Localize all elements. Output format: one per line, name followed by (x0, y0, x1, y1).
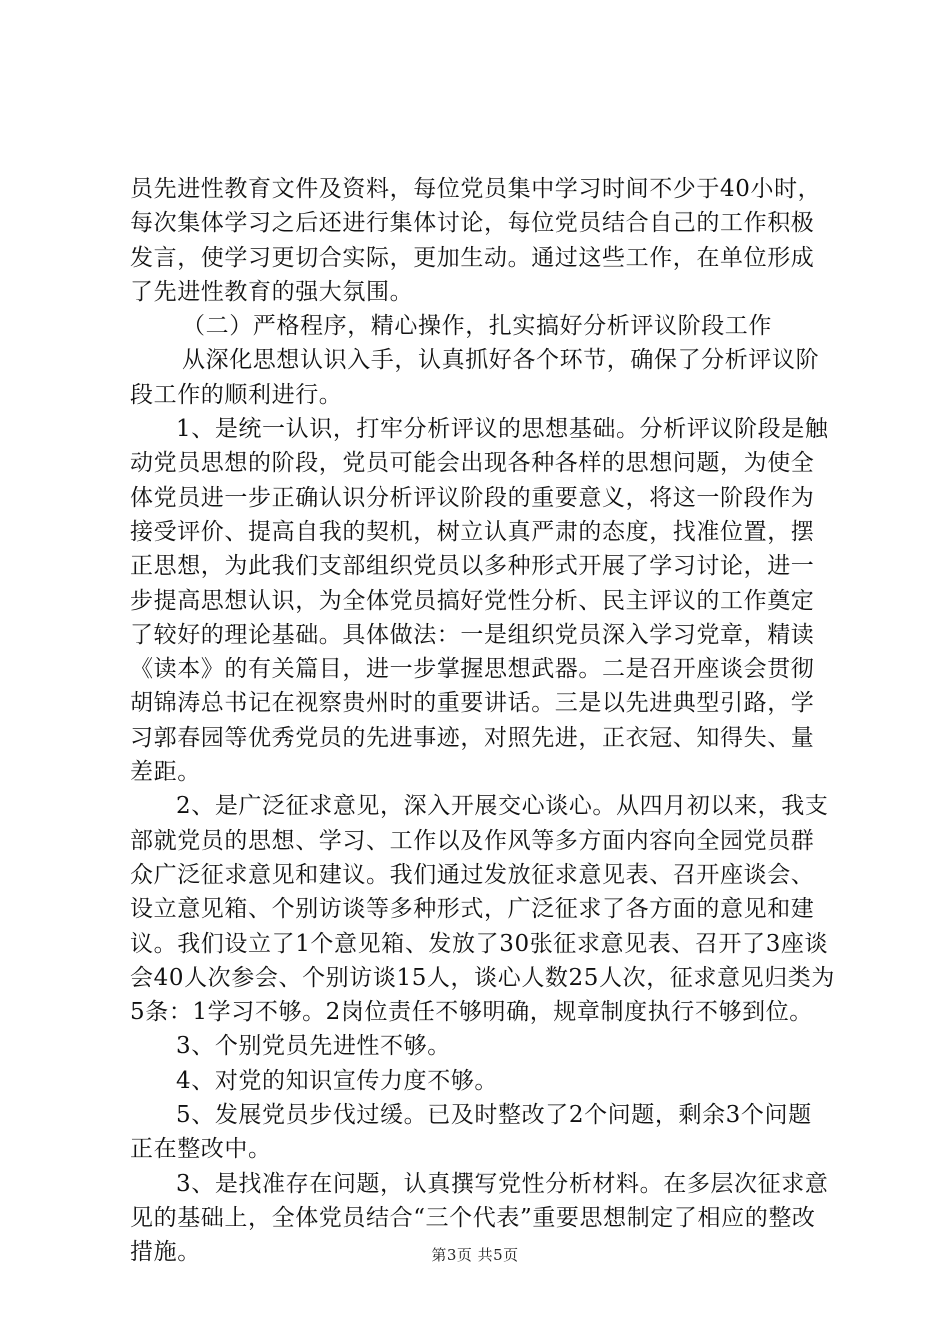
paragraph-item-2: 2、是广泛征求意见，深入开展交心谈心。从四月初以来，我支部就党员的思想、学习、工作以及作风等多方面内容向全园党员群众广泛征求意见和建议。我们通过发放征求意见表、召开座谈会、设立意见箱、个别访谈等多种形式，广泛征求了各方面的意见和建议。我们设立了1个意见箱、发放了30张征求意见表、召开了3座谈会40人次参会、个别访谈15人，谈心人数25人次，征求意见归类为5条：1学习不够。2岗位责任不够明确，规章制度执行不够到位。 (130, 793, 835, 1026)
section-heading: （二）严格程序，精心操作，扎实搞好分析评议阶段工作 (182, 313, 772, 340)
paragraph-issue-5: 5、发展党员步伐过缓。已及时整改了2个问题，剩余3个问题正在整改中。 (130, 1102, 812, 1163)
paragraph-item-3: 3、是找准存在问题，认真撰写党性分析材料。在多层次征求意见的基础上，全体党员结合“三个代表”重要思想制定了相应的整改措施。 (130, 1170, 829, 1266)
document-body (130, 172, 835, 1270)
paragraph-issue-3: 3、个别党员先进性不够。 (176, 1033, 451, 1060)
paragraph-item-1: 1、是统一认识，打牢分析评议的思想基础。分析评议阶段是触动党员思想的阶段，党员可能会出现各种各样的思想问题，为使全体党员进一步正确认识分析评议阶段的重要意义，将这一阶段作为接受评价、提高自我的契机，树立认真严肃的态度，找准位置，摆正思想，为此我们支部组织党员以多种形式开展了学习讨论，进一步提高思想认识，为全体党员搞好党性分析、民主评议的工作奠定了较好的理论基础。具体做法：一是组织党员深入学习党章，精读《读本》的有关篇目，进一步掌握思想武器。二是召开座谈会贯彻胡锦涛总书记在视察贵州时的重要讲话。三是以先进典型引路，学习郭春园等优秀党员的先进事迹，对照先进，正衣冠、知得失、量差距。 (130, 416, 829, 786)
page-footer: 第3页 共5页 (431, 1246, 519, 1264)
paragraph-issue-4: 4、对党的知识宣传力度不够。 (176, 1067, 499, 1094)
paragraph-continuation: 员先进性教育文件及资料，每位党员集中学习时间不少于40小时，每次集体学习之后还进行集体讨论，每位党员结合自己的工作积极发言，使学习更切合实际，更加生动。通过这些工作，在单位形成了先进性教育的强大氛围。 (130, 176, 822, 305)
paragraph-intro: 从深化思想认识入手，认真抓好各个环节，确保了分析评议阶段工作的顺利进行。 (130, 347, 820, 408)
